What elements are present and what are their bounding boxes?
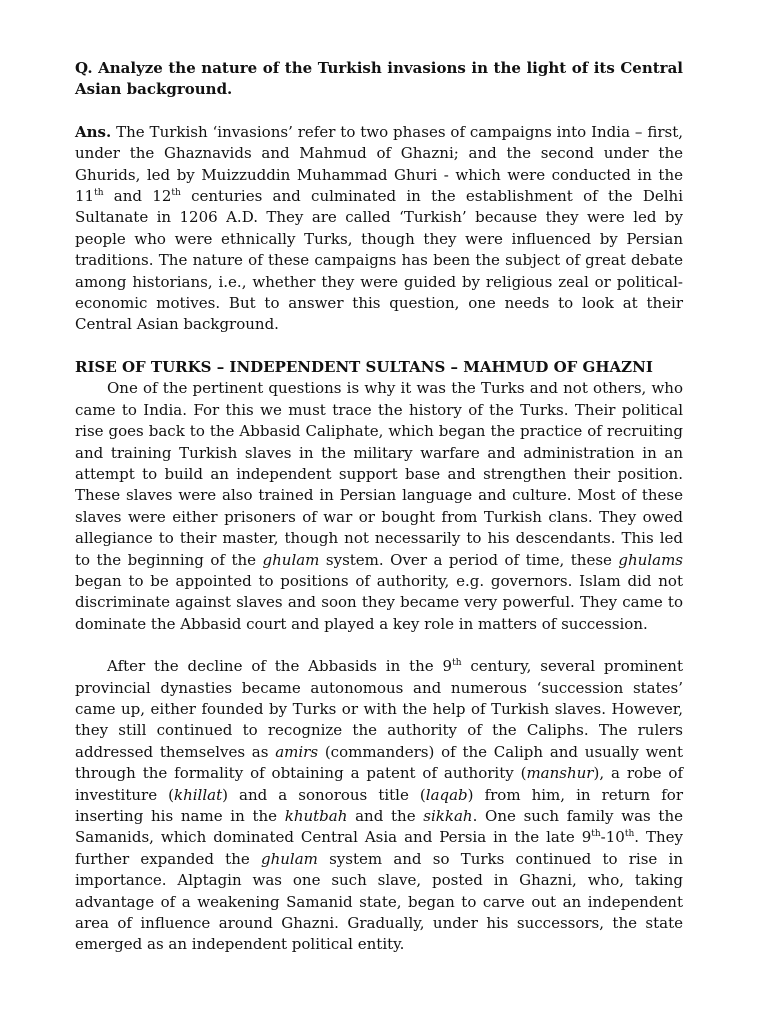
italic-term: manshur — [526, 764, 594, 783]
italic-term: khillat — [173, 785, 223, 804]
answer-paragraph — [75, 122, 683, 336]
para2-text-3: (commanders) of the Caliph and usually went through the formality of obtaining a patent of authority ( — [75, 742, 683, 783]
answer-label: Ans. — [75, 122, 112, 141]
superscript: th — [624, 829, 635, 840]
body-paragraph-2 — [75, 656, 683, 956]
answer-text-2: and 12 — [103, 187, 172, 206]
italic-term: ghulams — [618, 550, 683, 569]
italic-term: laqab — [425, 785, 468, 804]
para2-text-4: ), a robe of investiture ( — [75, 764, 683, 804]
italic-term: sikkah — [423, 807, 473, 825]
italic-term: khutbah — [284, 807, 348, 825]
italic-term: amirs — [275, 742, 319, 761]
italic-term: ghulam — [262, 550, 320, 569]
superscript: th — [452, 658, 462, 669]
para1-text-3: began to be appointed to positions of authority, e.g. governors. Islam did not discriminate against slaves and soon they became very powerful. They came to dominate the Abbasid court and played a key role in matters of succession. — [75, 571, 683, 633]
section-heading: RISE OF TURKS – INDEPENDENT SULTANS – MAHMUD OF GHAZNI — [75, 357, 653, 376]
superscript: th — [94, 188, 104, 199]
answer-text-3: centuries and culminated in the establishment of the Delhi Sultanate in 1206 A.D. They are called ‘Turkish’ because they were led by people who were ethnically Turks, though they were influenced by Persian traditions. The nature of these campaigns has been the subject of great debate among historians, i.e., whether they were guided by religious zeal or political-economic motives. But to answer this question, one needs to look at their Central Asian background. — [75, 187, 683, 334]
para2-text-2: century, several prominent provincial dynasties became autonomous and numerous ‘succession states’ came up, either founded by Turks or with the help of Turkish slaves. However, they still continued to recognize the authority of the Caliphs. The rulers addressed themselves as — [75, 657, 683, 761]
para2-text-9: -10 — [600, 828, 625, 847]
para2-text-5: ) and a sonorous title ( — [222, 785, 426, 804]
para1-text-2: system. Over a period of time, these — [319, 550, 619, 569]
question-label: Q. Analyze the nature of the Turkish invasions in the light of its Central Asian background. — [75, 59, 683, 99]
para2-text-7: and the — [347, 807, 424, 825]
superscript: th — [171, 188, 181, 199]
para2-text-8: . One such family was the Samanids, which dominated Central Asia and Persia in the late 9 — [75, 807, 683, 847]
para2-text-6: ) from him, in return for inserting his name in the — [75, 785, 683, 825]
para2-text-11: system and so Turks continued to rise in importance. Alptagin was one such slave, posted in Ghazni, who, taking advantage of a weakening Samanid state, began to carve out an independent area of influence around Ghazni. Gradually, under his successors, the state emerged as an independent political entity. — [75, 849, 683, 954]
question-text — [75, 58, 683, 101]
para2-text-10: . They further expanded the — [75, 828, 684, 868]
body-paragraph-1 — [75, 378, 683, 635]
answer-text-1: The Turkish ‘invasions’ refer to two phases of campaigns into India – first, under the Ghaznavids and Mahmud of Ghazni; and the second under the Ghurids, led by Muizzuddin Muhammad Ghuri - which were conducted in the 11 — [75, 122, 683, 206]
superscript: th — [591, 829, 601, 840]
document-page — [75, 58, 683, 956]
italic-term: ghulam — [260, 849, 318, 868]
para1-text-1: One of the pertinent questions is why it was the Turks and not others, who came to India. For this we must trace the history of the Turks. Their political rise goes back to the Abbasid Caliphate, which began the practice of recruiting and training Turkish slaves in the military warfare and administration in an attempt to build an independent support base and strengthen their position. These slaves were also trained in Persian language and culture. Most of these slaves were either prisoners of war or bought from Turkish clans. They owed allegiance to their master, though not necessarily to his descendants. This led to the beginning of the — [75, 379, 683, 569]
para2-text-1: After the decline of the Abbasids in the 9 — [107, 657, 453, 676]
